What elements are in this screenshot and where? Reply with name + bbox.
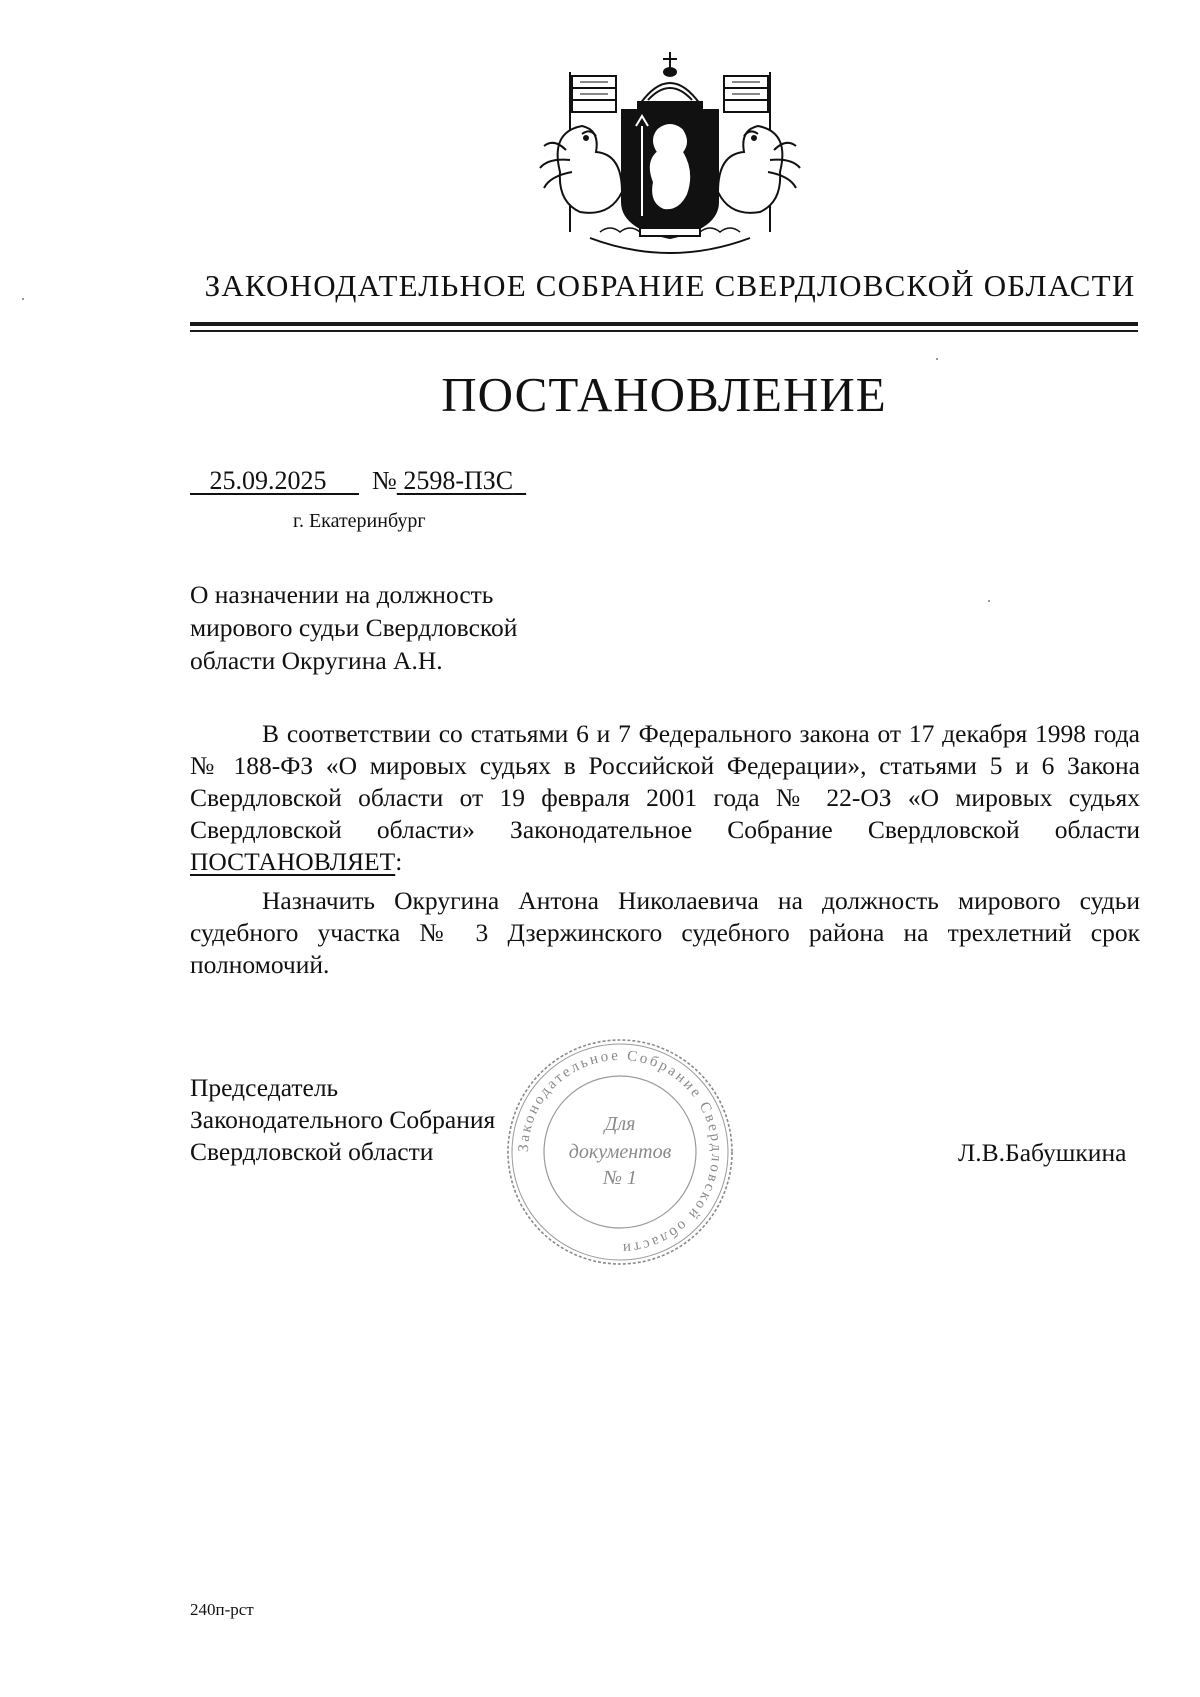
signatory-title-line: Законодательного Собрания [190,1105,496,1134]
city: г. Екатеринбург [293,510,426,532]
stamp-ring-text: Законодательное Собрание Свердловской области [515,1047,725,1257]
number-sign: № [372,466,397,495]
signatory-name: Л.В.Бабушкина [958,1138,1127,1167]
registration-line [190,466,526,496]
signatory-title [190,1072,495,1168]
legal-basis-paragraph [190,718,1140,878]
decision-paragraph: Назначить Округина Антона Николаевича на должность мирового судьи судебного участка № 3 Дзержинского судебного района на трехлетний срок полномочий. [190,886,1140,979]
resolves-word: ПОСТАНОВЛЯЕТ [190,847,396,876]
document-date: 25.09.2025 [209,466,327,495]
document-type-title: ПОСТАНОВЛЕНИЕ [441,367,887,422]
organization-name: ЗАКОНОДАТЕЛЬНОЕ СОБРАНИЕ СВЕРДЛОВСКОЙ ОБЛАСТИ [204,268,1136,303]
scan-speck [22,298,24,300]
signatory-title-line: Председатель [190,1073,339,1102]
coat-of-arms-icon [530,42,810,260]
signatory-title-line: Свердловской области [190,1137,434,1166]
legal-basis-text: В соответствии со статьями 6 и 7 Федерального закона от 17 декабря 1998 года № 188-ФЗ «О мировых судьях в Российской Федерации», статьями 5 и 6 Закона Свердловской области от 19 февраля 2001 года № 22-ОЗ «О мировых судьях Свердловской области» Законодательное Собрание Свердловской области [190,719,1140,844]
header-rule-thick [190,322,1138,326]
official-stamp [500,1032,740,1272]
subject-line: мирового судьи Свердловской [190,613,518,642]
date-field [190,466,359,495]
footer-code: 240п-рст [190,1600,254,1619]
stamp-center-line: № 1 [603,1167,637,1189]
resolves-punct: : [395,847,403,876]
subject-line: О назначении на должность [190,580,494,609]
subject-line: области Округина А.Н. [190,646,443,675]
scan-speck [988,600,990,602]
number-field [397,466,526,495]
document-number: 2598-ПЗС [403,466,514,495]
stamp-center-line: документов [568,1141,672,1163]
subject-heading [190,578,517,677]
scan-speck [936,358,938,360]
header-rule-thin [190,330,1138,332]
stamp-center-line: Для [604,1113,636,1135]
